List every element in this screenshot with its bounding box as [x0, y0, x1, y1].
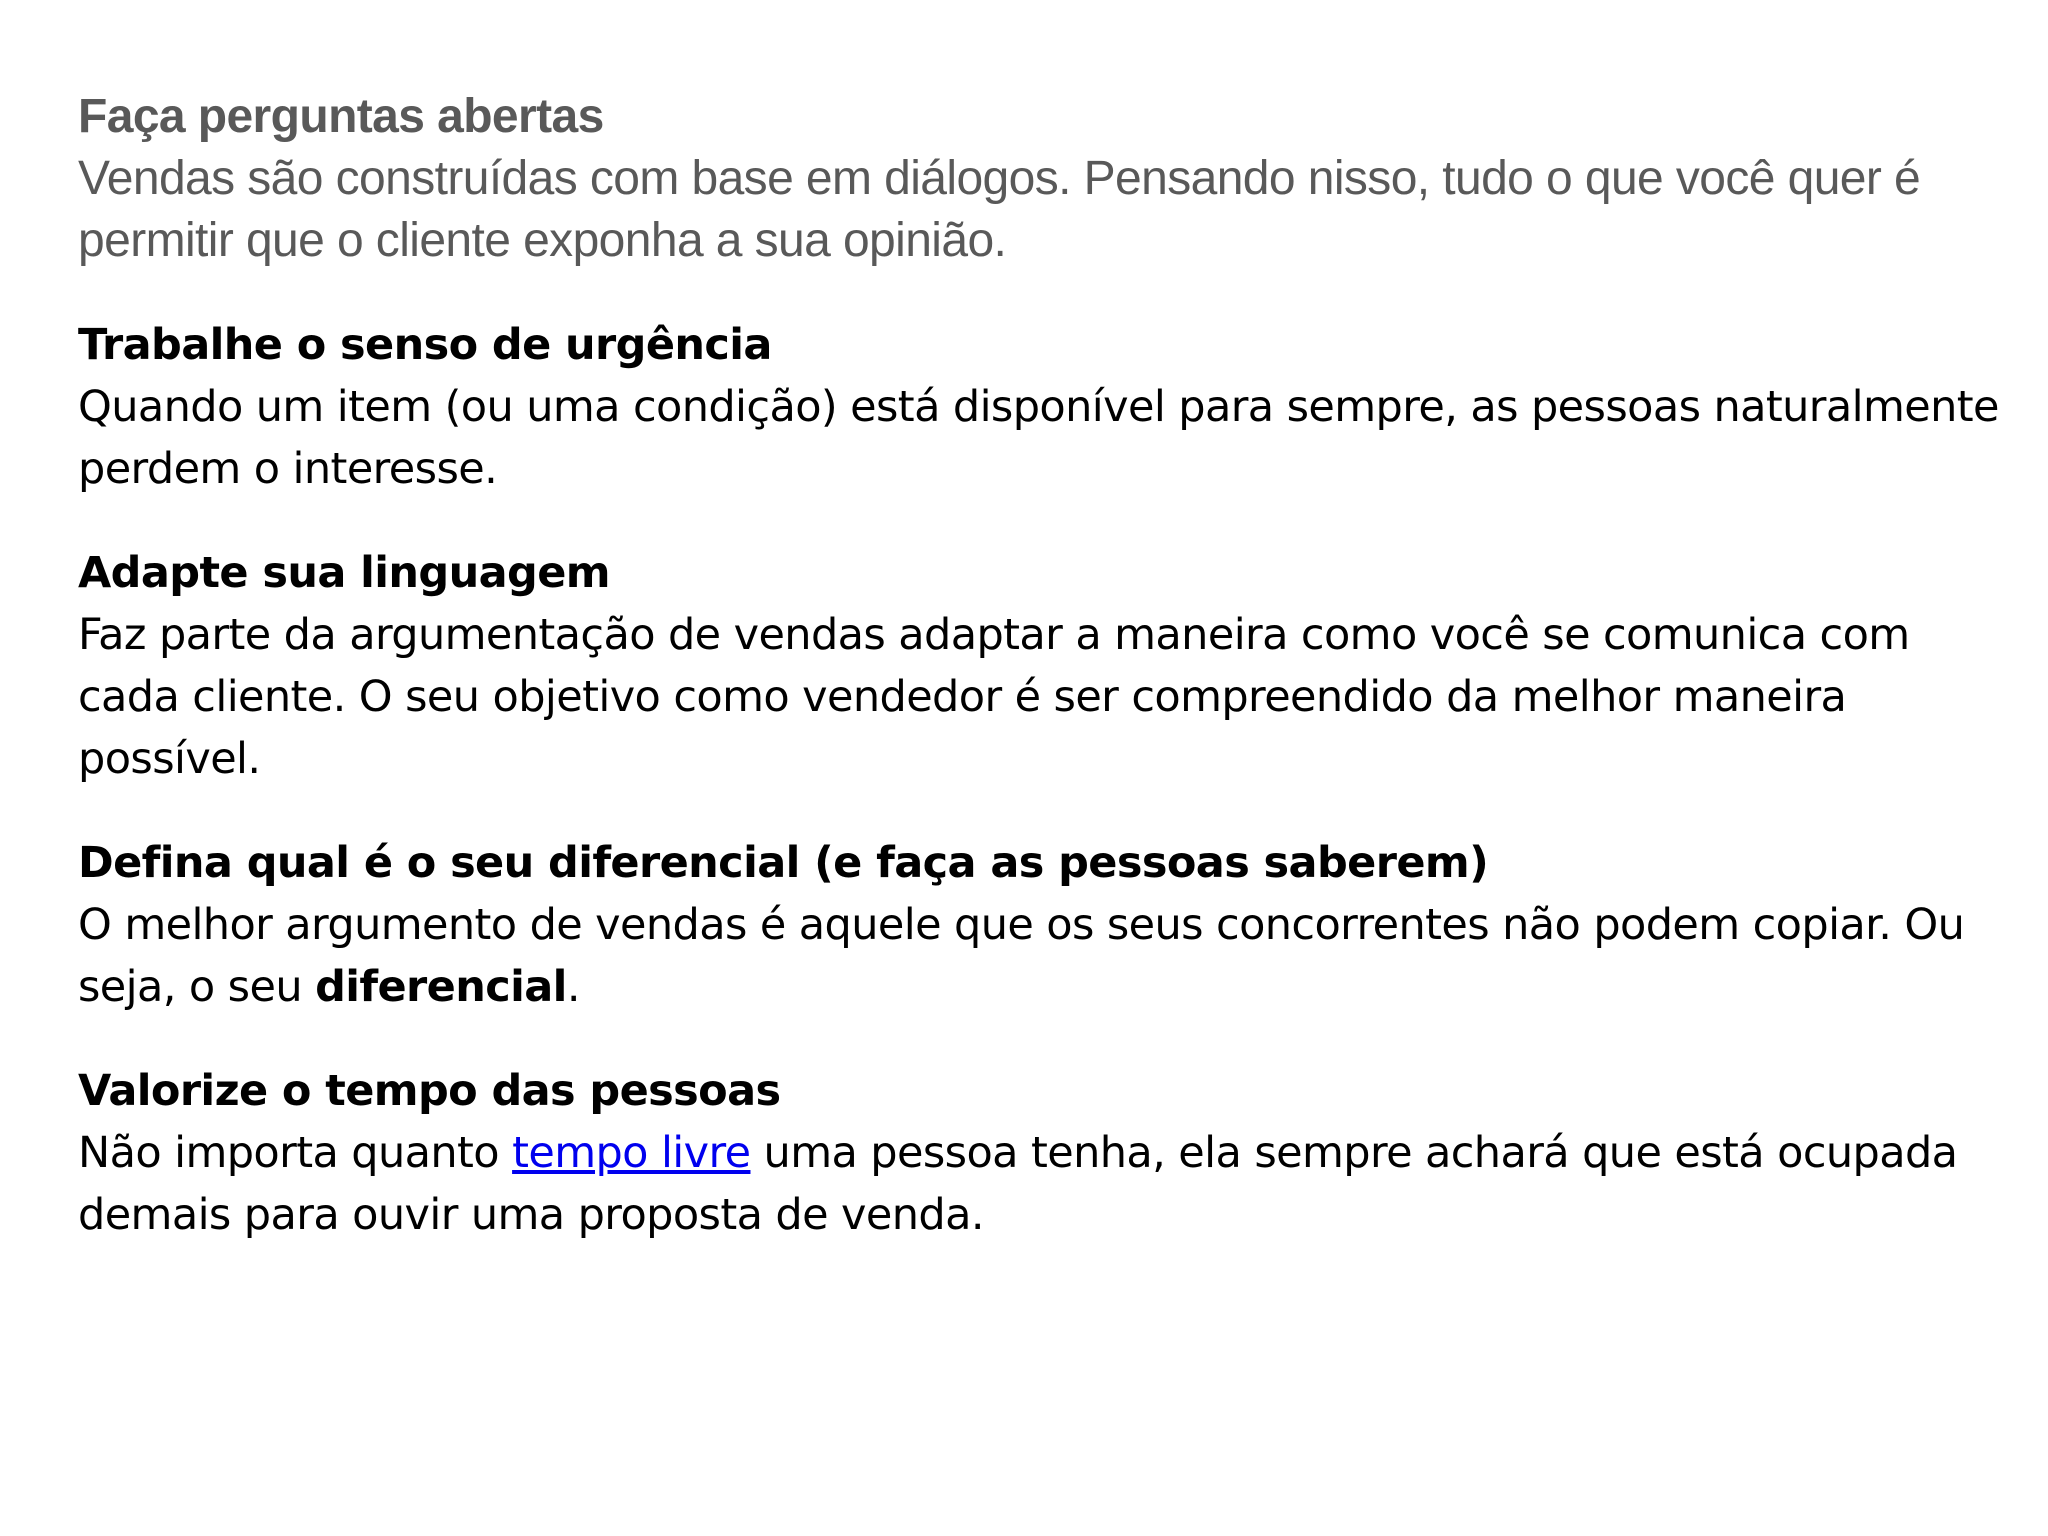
section-differential — [78, 832, 2008, 1018]
section-body — [78, 1122, 2008, 1246]
section-open-questions — [78, 86, 2008, 272]
section-title: Adapte sua linguagem — [78, 548, 610, 598]
section-body — [78, 894, 2008, 1018]
body-text-end: . — [566, 962, 580, 1012]
section-body: Vendas são construídas com base em diálogos. Pensando nisso, tudo o que você quer é permitir que o cliente exponha a sua opinião. — [78, 152, 1921, 267]
section-title: Trabalhe o senso de urgência — [78, 320, 772, 370]
section-title: Defina qual é o seu diferencial (e faça as pessoas saberem) — [78, 838, 1489, 888]
section-time — [78, 1060, 2008, 1246]
section-urgency — [78, 314, 2008, 500]
body-text: Não importa quanto — [78, 1128, 513, 1178]
bold-keyword: diferencial — [315, 962, 567, 1012]
section-body: Quando um item (ou uma condição) está disponível para sempre, as pessoas naturalmente perdem o interesse. — [78, 382, 1999, 494]
section-body: Faz parte da argumentação de vendas adaptar a maneira como você se comunica com cada cliente. O seu objetivo como vendedor é ser compreendido da melhor maneira possível. — [78, 610, 1910, 784]
body-text: O melhor argumento de vendas é aquele que os seus concorrentes não podem copiar. Ou seja, o seu — [78, 900, 1965, 1012]
section-title: Faça perguntas abertas — [78, 90, 604, 143]
tempo-livre-link[interactable]: tempo livre — [512, 1128, 751, 1178]
body-text-end: uma pessoa tenha, ela sempre achará que está ocupada demais para ouvir uma proposta de venda. — [78, 1128, 1958, 1240]
section-title: Valorize o tempo das pessoas — [78, 1066, 781, 1116]
slide-content — [78, 86, 2008, 1288]
section-language — [78, 542, 2008, 790]
